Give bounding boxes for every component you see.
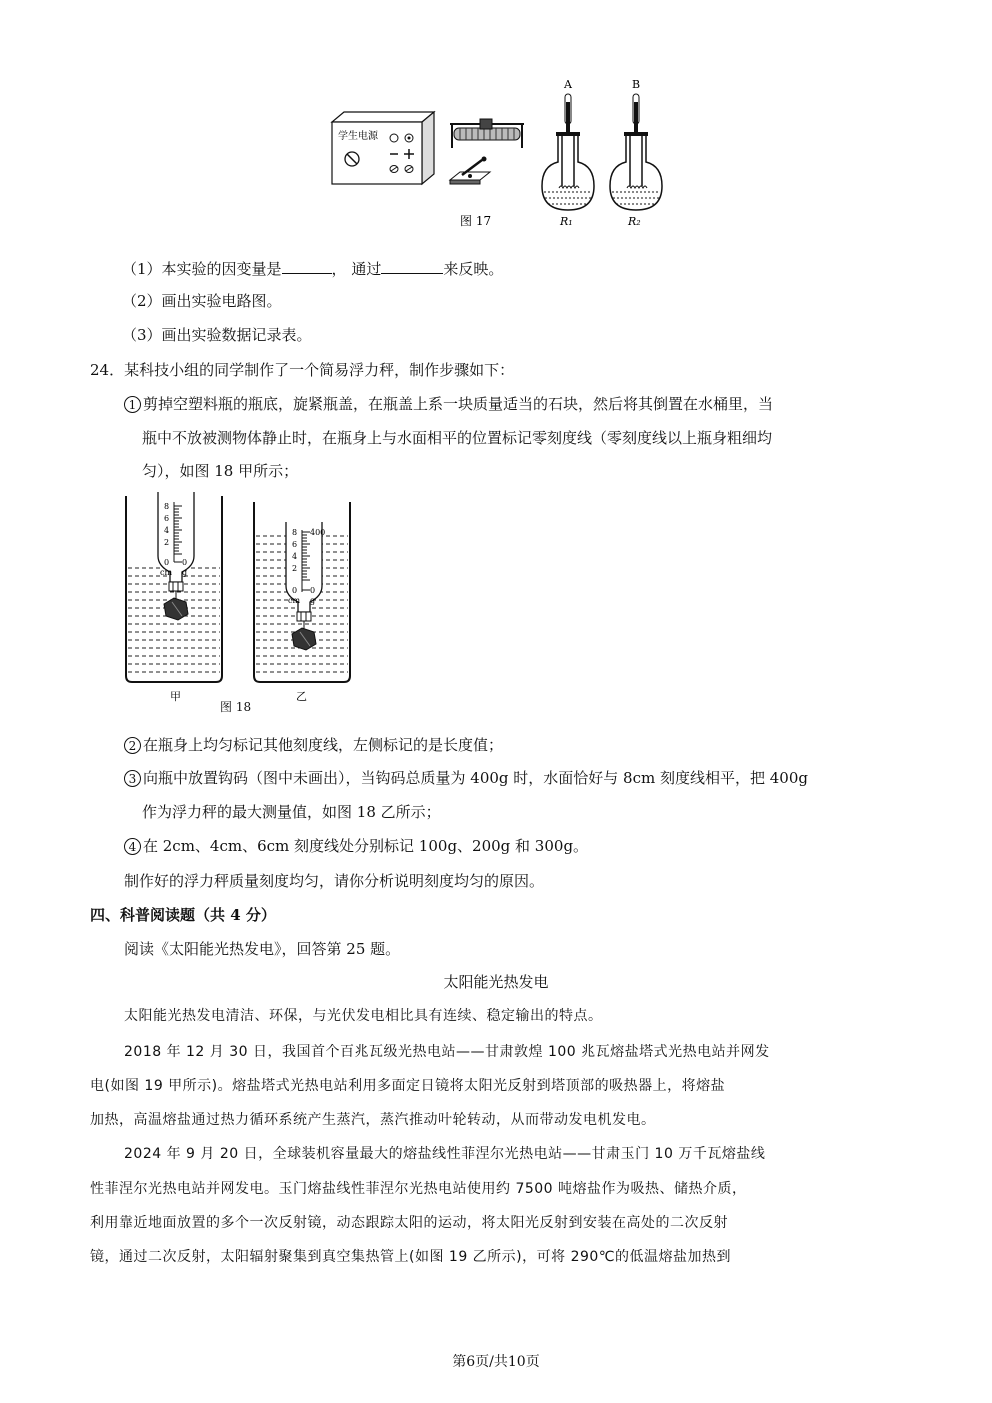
tick-4: 4 [164,526,170,535]
q24-stem: 24．某科技小组的同学制作了一个简易浮力秤，制作步骤如下： [90,361,515,379]
r2-label: R₂ [628,215,641,228]
student-power-supply [332,112,434,184]
label-jia: 甲 [170,690,181,703]
article-p3-line2: 性菲涅尔光热电站并网发电。玉门熔盐线性菲涅尔光热电站使用约 7500 吨熔盐作为吸热、储热介质， [90,1181,747,1197]
beaker-jia [126,492,222,703]
q23-sub1: （1）本实验的因变量是 ， 通过 来反映。 [122,257,503,279]
page-number: 第6页/共10页 [452,1354,540,1370]
unit-cm: cm [160,568,173,577]
figure-18 [120,492,360,717]
tick-8-b: 8 [292,528,298,537]
figure-18-caption: 图 18 [220,700,252,714]
q24-step3-line2: 作为浮力秤的最大测量值，如图 18 乙所示； [142,803,441,821]
q23-sub2: （2）画出实验电路图。 [122,292,282,310]
unit-g-b: g [310,596,316,605]
q23-sub3: （3）画出实验数据记录表。 [122,326,312,344]
figure-17-caption: 图 17 [460,214,492,228]
tick-0: 0 [164,558,170,567]
tick-2: 2 [164,538,170,547]
q24-step1-line2: 瓶中不放被测物体静止时，在瓶身上与水面相平的位置标记零刻度线（零刻度线以上瓶身粗细均 [142,429,773,447]
blank-1[interactable] [282,257,332,274]
flask-a [542,78,594,228]
unit-cm-b: cm [288,596,301,605]
q24-question: 制作好的浮力秤质量刻度均匀，请你分析说明刻度均匀的原因。 [124,872,545,890]
tick-4-b: 4 [292,552,298,561]
article-p2-line1: 2018 年 12 月 30 日，我国首个百兆瓦级光热电站——甘肃敦煌 100 兆瓦熔盐塔式光热电站并网发 [124,1044,770,1060]
flask-b-label: B [632,78,641,91]
article-title: 太阳能光热发电 [443,973,549,991]
beaker-yi [254,502,350,703]
tick-6: 6 [164,514,170,523]
max-g: 400 [310,528,326,537]
unit-g: g [182,568,188,577]
sliding-rheostat [450,119,524,148]
figure-17 [330,72,680,232]
article-p2-line2: 电(如图 19 甲所示)。熔盐塔式光热电站利用多面定日镜将太阳光反射到塔顶部的吸热器上，将熔盐 [90,1078,726,1094]
tick-8: 8 [164,502,170,511]
blank-2[interactable] [381,257,443,274]
zero-g-b: 0 [310,586,316,595]
article-p3-line1: 2024 年 9 月 20 日，全球装机容量最大的熔盐线性菲涅尔光热电站——甘肃玉门 10 万千瓦熔盐线 [124,1146,766,1162]
q24-step3: 3 向瓶中放置钩码（图中未画出），当钩码总质量为 400g 时，水面恰好与 8cm 刻度线相平，把 400g [124,768,808,788]
article-p1: 太阳能光热发电清洁、环保，与光伏发电相比具有连续、稳定输出的特点。 [124,1008,603,1024]
section-4-intro: 阅读《太阳能光热发电》，回答第 25 题。 [124,940,401,958]
tick-0-b: 0 [292,586,298,595]
label-yi: 乙 [296,690,307,703]
power-supply-label: 学生电源 [338,131,378,142]
article-p2-line3: 加热，高温熔盐通过热力循环系统产生蒸汽，蒸汽推动叶轮转动，从而带动发电机发电。 [90,1112,656,1128]
tick-2-b: 2 [292,564,298,573]
flask-b [610,78,662,228]
article-p3-line4: 镜，通过二次反射，太阳辐射聚集到真空集热管上(如图 19 乙所示)，可将 290℃的低温熔盐加热到 [90,1249,732,1265]
section-4-heading: 四、科普阅读题（共 4 分） [90,906,276,924]
knife-switch [450,157,490,185]
q24-step4: 4 在 2cm、4cm、6cm 刻度线处分别标记 100g、200g 和 300g。 [124,836,588,856]
zero-g: 0 [182,558,188,567]
tick-6-b: 6 [292,540,298,549]
q24-step1: 1 剪掉空塑料瓶的瓶底，旋紧瓶盖，在瓶盖上系一块质量适当的石块，然后将其倒置在水桶里，当 [124,394,773,414]
r1-label: R₁ [560,215,573,228]
flask-a-label: A [564,78,572,91]
article-p3-line3: 利用靠近地面放置的多个一次反射镜，动态跟踪太阳的运动，将太阳光反射到安装在高处的二次反射 [90,1215,728,1231]
q24-step1-line3: 匀），如图 18 甲所示； [142,462,299,480]
q24-step2: 2 在瓶身上均匀标记其他刻度线，左侧标记的是长度值； [124,735,503,755]
